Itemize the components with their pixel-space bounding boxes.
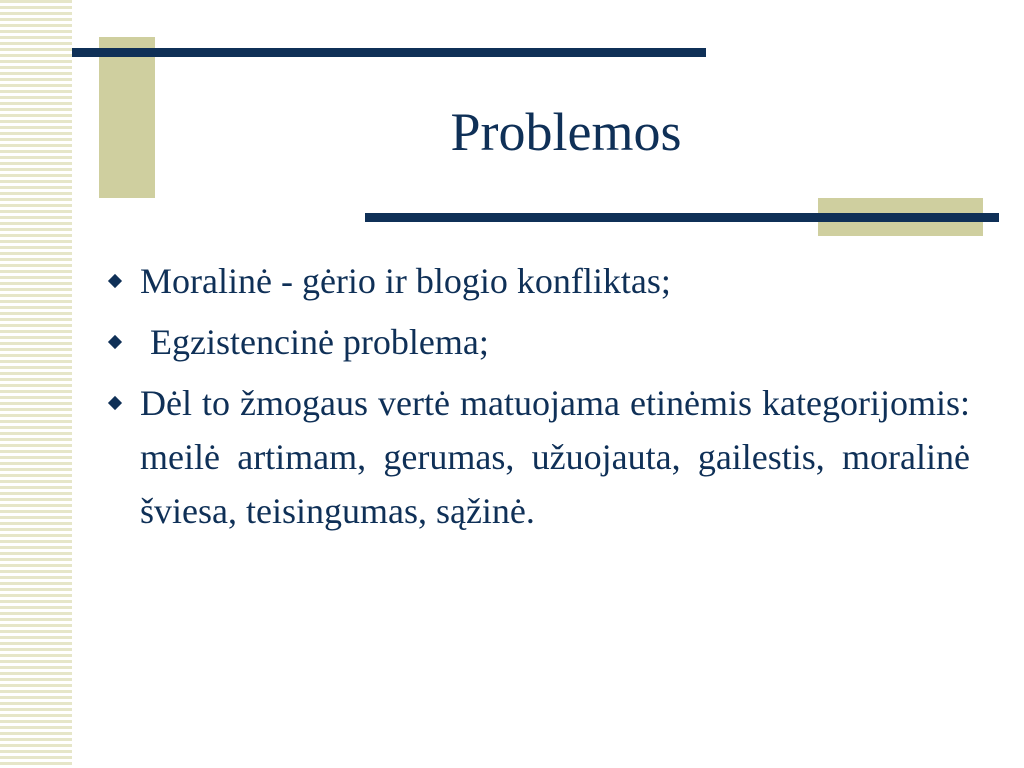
top-accent-block (99, 37, 155, 198)
left-stripe-decoration (0, 0, 72, 768)
bullet-item-2 (108, 315, 970, 369)
bottom-rule (365, 213, 999, 222)
bullet-item-1 (108, 254, 970, 308)
diamond-bullet-icon (108, 396, 122, 410)
bullet-item-3 (108, 376, 970, 538)
top-rule (72, 48, 706, 57)
bullet-text: Egzistencinė problema; (150, 322, 489, 362)
diamond-bullet-icon (108, 335, 122, 349)
bullet-list (108, 254, 970, 545)
slide-title: Problemos (450, 102, 682, 162)
diamond-bullet-icon (108, 274, 122, 288)
bullet-text: Dėl to žmogaus vertė matuojama etinėmis kategorijomis: meilė artimam, gerumas, užuojauta, gailestis, moralinė šviesa, teisingumas, sąžinė. (140, 383, 970, 531)
bullet-text: Moralinė - gėrio ir blogio konfliktas; (140, 261, 671, 301)
